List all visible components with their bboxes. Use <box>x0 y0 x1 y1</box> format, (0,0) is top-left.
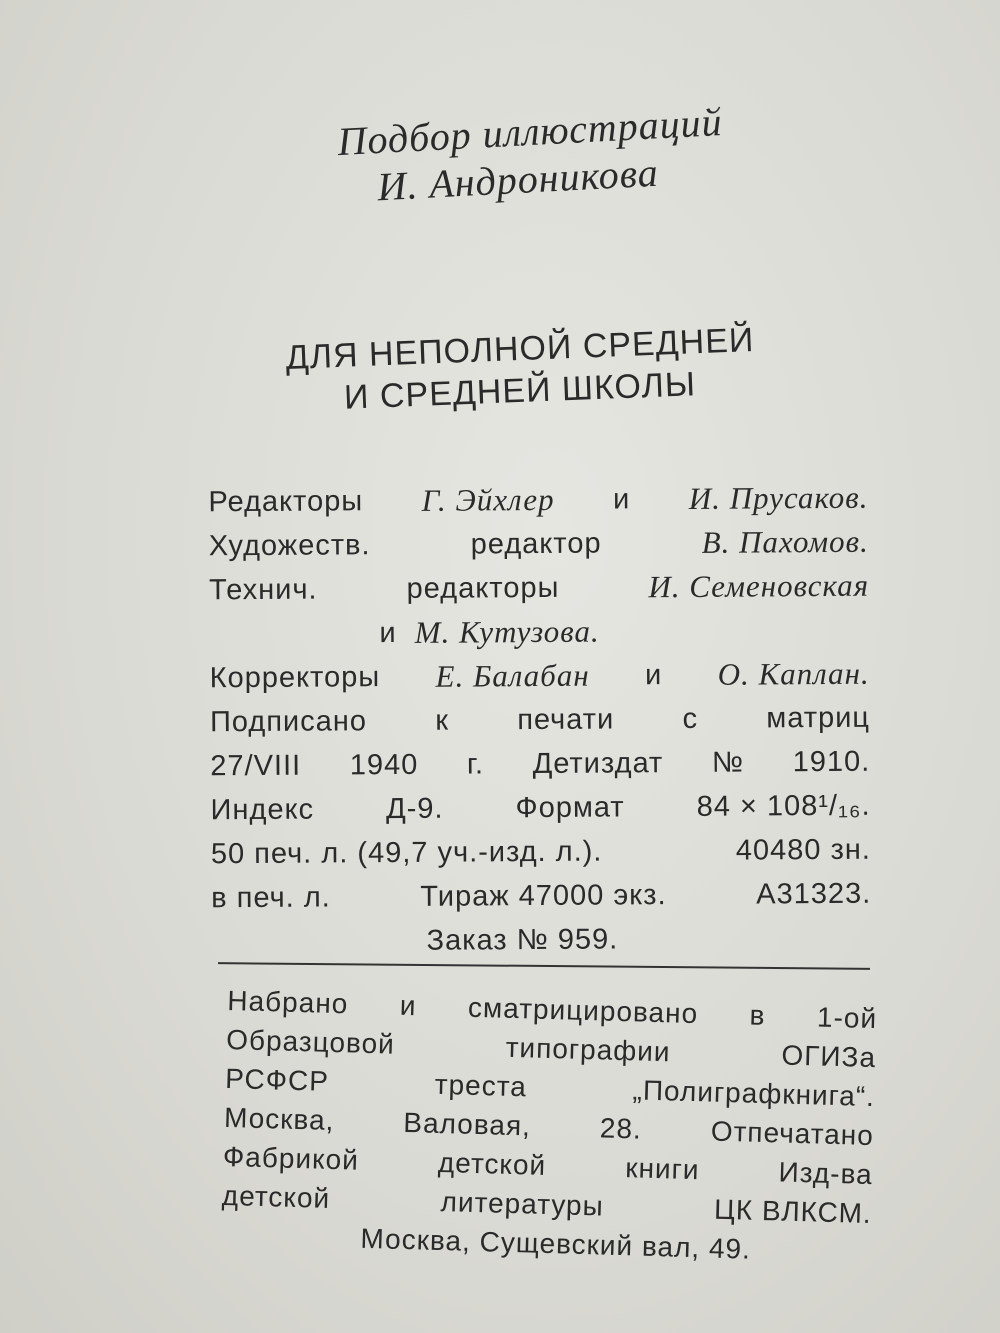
proofreaders-row <box>210 652 870 701</box>
printer-word: Фабрикой <box>222 1140 360 1176</box>
publisher-name: Детиздат <box>532 747 664 781</box>
art-editor-name: В. Пахомов. <box>701 523 869 560</box>
format-label: Формат <box>515 791 625 825</box>
printer-word: Отпечатано <box>710 1115 875 1152</box>
printer-word: детской <box>221 1179 331 1214</box>
order-row <box>211 916 871 965</box>
print-run-row <box>211 872 871 921</box>
tech-editors-word: редакторы <box>406 571 560 605</box>
printer-word: Изд-ва <box>778 1156 874 1191</box>
conjunction: и <box>644 659 663 692</box>
number-sign: № <box>711 746 745 779</box>
tech-editors-label: Технич. <box>208 573 318 607</box>
year-unit: г. <box>466 748 485 781</box>
editor-name-2: И. Прусаков. <box>688 479 869 516</box>
signed-row <box>210 696 870 745</box>
illustrations-credit-line2: И. Андроникова <box>376 149 660 210</box>
tech-editors-row <box>209 564 869 613</box>
divider-line <box>218 962 870 970</box>
edition-code: А31323. <box>756 877 872 911</box>
tech-editor-name-2: М. Кутузова. <box>414 613 600 650</box>
tech-editor-name-1: И. Семеновская <box>648 567 870 605</box>
printer-block <box>220 981 877 1272</box>
tech-editors-row-2 <box>209 608 869 657</box>
index-label: Индекс <box>210 793 315 827</box>
printer-word: Набрано <box>226 984 349 1020</box>
printer-word: Валовая, <box>403 1106 532 1142</box>
printer-word: в <box>749 999 766 1031</box>
printer-word: и <box>399 989 417 1022</box>
editors-label: Редакторы <box>208 485 364 519</box>
publisher-number: 1910. <box>792 745 871 779</box>
art-editor-label: Художеств. <box>208 529 371 563</box>
index-format-row <box>210 784 870 833</box>
sheets-row <box>211 828 871 877</box>
printer-word: РСФСР <box>224 1062 330 1097</box>
printer-word: ОГИЗа <box>781 1039 877 1074</box>
proofreader-name-2: О. Каплан. <box>717 655 870 692</box>
printer-word: книги <box>624 1152 700 1186</box>
printer-word: Образцовой <box>225 1023 396 1060</box>
signed-year: 1940 <box>349 748 419 782</box>
printer-word: 1-ой <box>816 1001 878 1035</box>
printer-word: треста <box>434 1068 528 1103</box>
proofreader-name-1: Е. Балабан <box>435 657 590 694</box>
signed-date: 27/VIII <box>210 749 302 783</box>
printer-word: Москва, <box>223 1101 335 1137</box>
printer-word: литературы <box>440 1186 605 1222</box>
printer-word: ЦК ВЛКСМ. <box>713 1193 873 1230</box>
art-editor-word: редактор <box>470 527 602 561</box>
printer-word: типографии <box>505 1031 672 1068</box>
date-row <box>210 740 870 789</box>
signed-word-4: с <box>682 702 699 736</box>
conjunction: и <box>612 483 631 516</box>
signed-word-2: к <box>435 704 450 737</box>
format-value: 84 × 108¹/₁₆. <box>696 789 871 823</box>
art-editor-row <box>209 520 869 569</box>
editors-row <box>208 476 868 525</box>
printer-word: 28. <box>599 1112 643 1145</box>
chars-count: 40480 зн. <box>735 833 872 867</box>
editor-name-1: Г. Эйхлер <box>421 481 555 518</box>
signed-word-1: Подписано <box>209 705 368 739</box>
sheets-count: 50 печ. л. (49,7 уч.-изд. л.). <box>210 835 603 871</box>
conjunction: и <box>379 616 397 650</box>
signed-word-3: печати <box>517 703 615 737</box>
printer-word: сматрицировано <box>467 991 699 1030</box>
per-sheet: в печ. л. <box>211 881 331 915</box>
proofreaders-label: Корректоры <box>209 661 381 695</box>
audience-line2: И СРЕДНЕЙ ШКОЛЫ <box>343 365 697 417</box>
imprint-block <box>208 476 871 965</box>
printer-address: Москва, Сущевский вал, 49. <box>360 1222 752 1265</box>
index-value: Д-9. <box>385 792 444 826</box>
order-number: Заказ № 959. <box>426 923 619 957</box>
signed-word-5: матриц <box>766 701 871 735</box>
print-run: Тираж 47000 экз. <box>420 879 667 913</box>
printer-word: детской <box>437 1146 547 1181</box>
printer-word: „Полиграфкнига“. <box>632 1074 876 1113</box>
illustrations-credit-line1: Подбор иллюстраций <box>336 98 724 165</box>
audience-line1: ДЛЯ НЕПОЛНОЙ СРЕДНЕЙ <box>284 321 755 377</box>
